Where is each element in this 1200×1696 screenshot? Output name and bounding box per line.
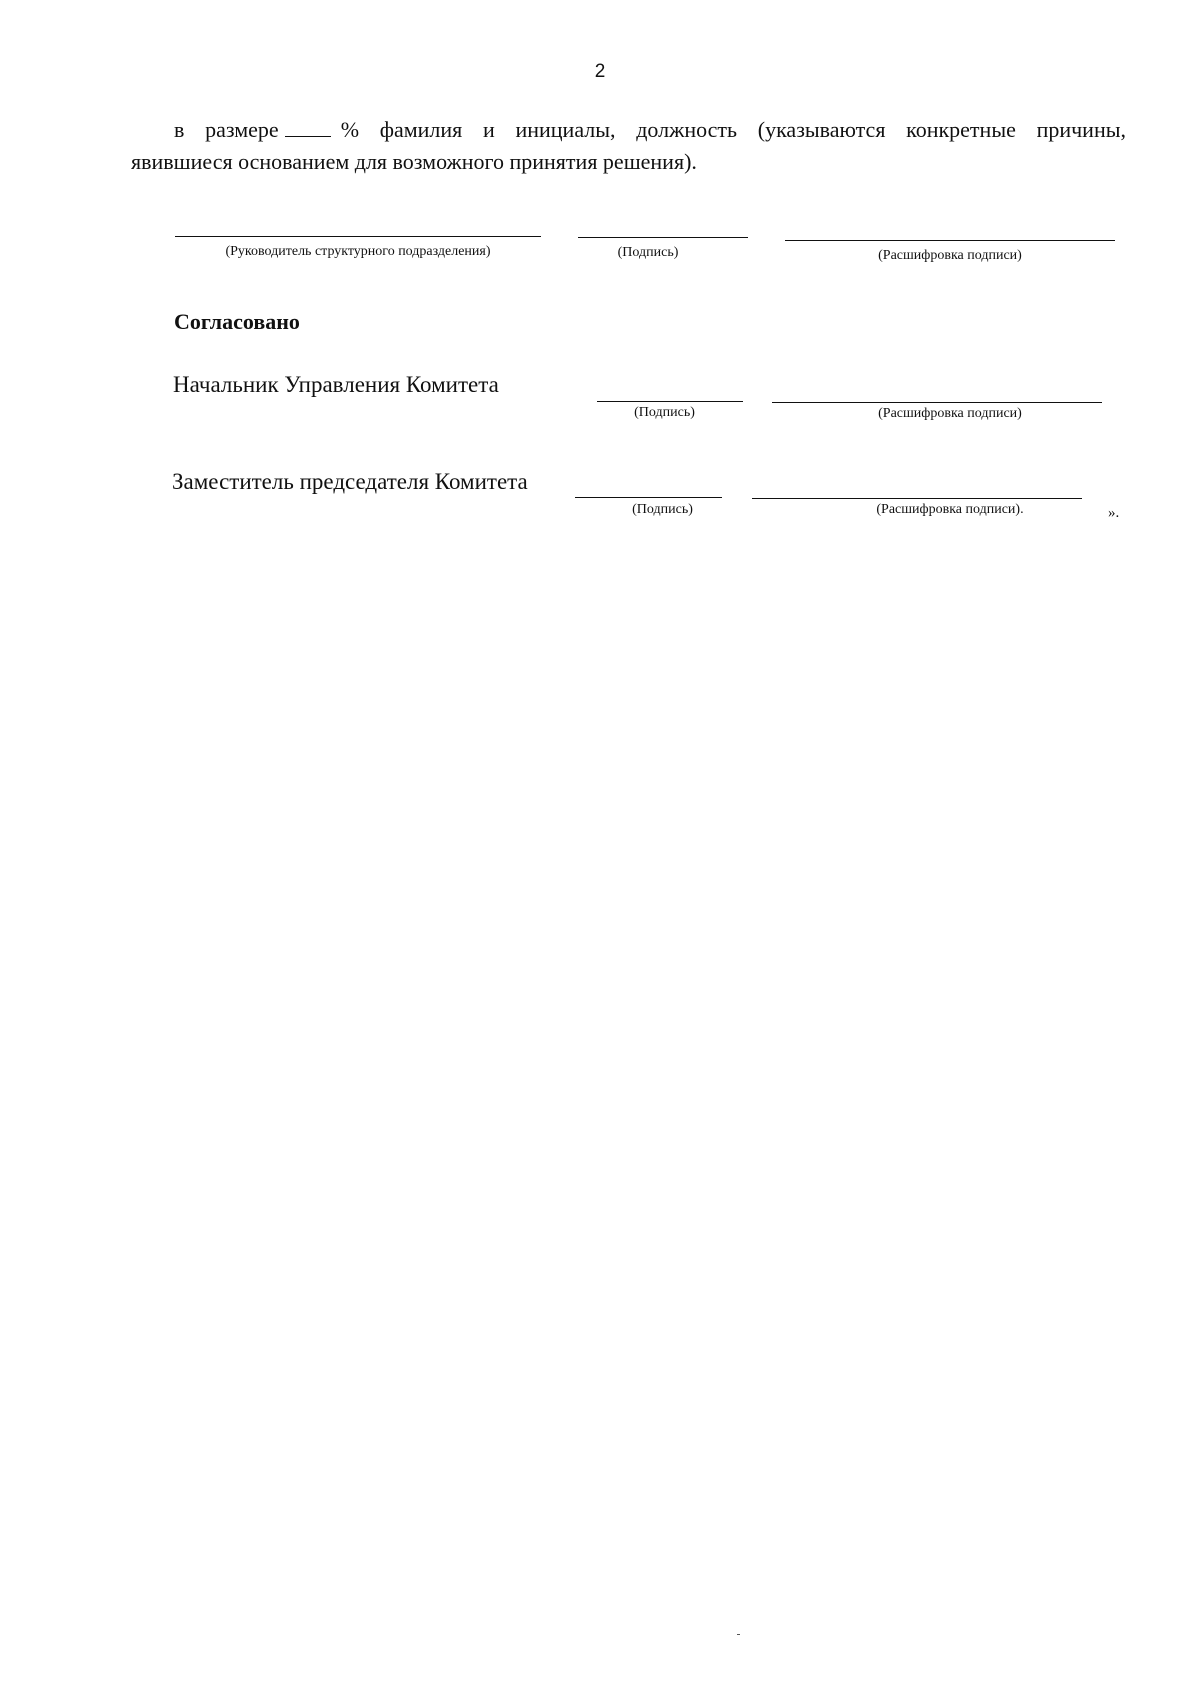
paragraph-line-1-end: % фамилия и инициалы, должность (указываются конкретные причины, xyxy=(340,117,1127,142)
agreed-heading: Согласовано xyxy=(174,309,300,334)
paragraph-line-1-start: в размере xyxy=(174,117,279,142)
signature-caption-3: (Подпись) xyxy=(632,502,693,517)
signature-line-1 xyxy=(578,237,748,238)
paragraph-line-1 xyxy=(131,114,1126,146)
page-number: 2 xyxy=(594,61,606,82)
transcript-line-2 xyxy=(772,402,1102,403)
transcript-line-1 xyxy=(785,240,1115,241)
role-deputy-chairman: Заместитель председателя Комитета xyxy=(172,469,528,494)
transcript-caption-2: (Расшифровка подписи) xyxy=(878,406,1022,421)
transcript-caption-1: (Расшифровка подписи) xyxy=(878,248,1022,263)
role-head-of-department: Начальник Управления Комитета xyxy=(173,372,499,397)
head-name-line xyxy=(175,236,541,237)
scan-speck xyxy=(737,1634,740,1635)
head-caption: (Руководитель структурного подразделения) xyxy=(225,244,491,259)
signature-line-3 xyxy=(575,497,722,498)
signature-caption-2: (Подпись) xyxy=(634,405,695,420)
signature-caption-1: (Подпись) xyxy=(617,245,679,260)
signature-line-2 xyxy=(597,401,743,402)
closing-quote-mark: ». xyxy=(1108,505,1120,521)
paragraph-line-2: явившиеся основанием для возможного принятия решения). xyxy=(131,149,697,174)
transcript-caption-3: (Расшифровка подписи). xyxy=(876,502,1024,517)
transcript-line-3 xyxy=(752,498,1082,499)
percent-blank xyxy=(285,118,331,137)
